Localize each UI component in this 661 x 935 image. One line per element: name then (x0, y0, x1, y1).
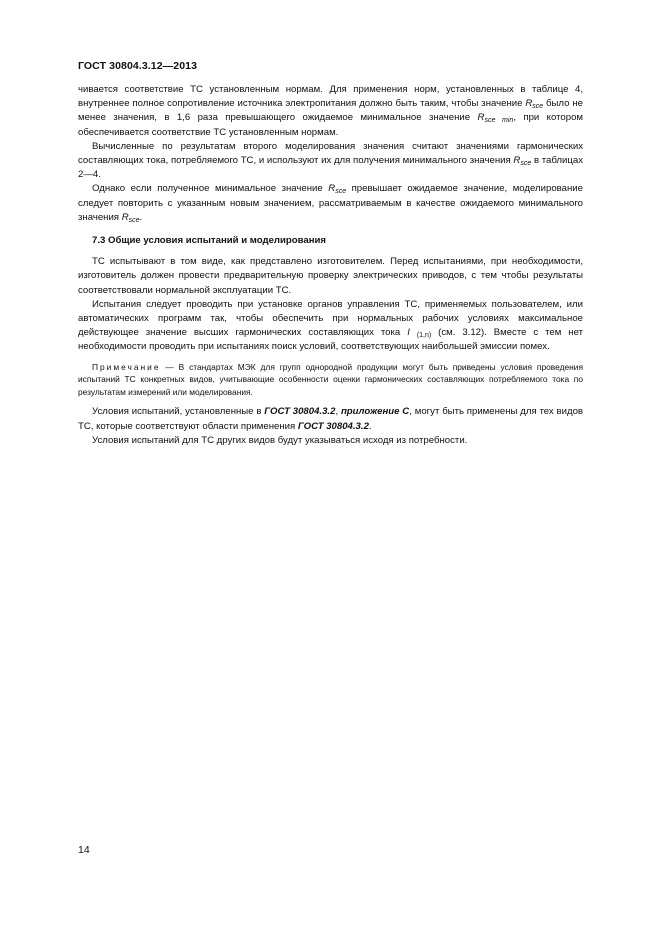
reference-link: приложение С (340, 406, 410, 418)
reference-link: ГОСТ 30804.3.2 (264, 406, 336, 418)
document-header: ГОСТ 30804.3.12—2013 (78, 60, 198, 72)
page-number: 14 (78, 844, 90, 856)
reference-link: ГОСТ 30804.3.2 (297, 420, 369, 432)
paragraph: Условия испытаний для ТС других видов будут указываться исходя из потребности. (92, 434, 468, 446)
paragraph: Испытания следует проводить при установке органов управления ТС, применяемых пользователем, или автоматических программ так, чтобы обеспечить при нормальных рабочих условиях максимальное действующее значение высших гармонических составляющих тока I $_{(1,n)}$ (см. 3.12). Вместе с тем нет необходимости проводить при испытаниях поиск условий, соответствующих наибольшей эмиссии помех. (78, 298, 583, 353)
paragraph: ТС испытывают в том виде, как представлено изготовителем. Перед испытаниями, при необходимости, изготовитель должен провести предварительную проверку электрических приводов, с тем чтобы результаты соответствовали нормальной эксплуатации ТС. (78, 256, 583, 296)
note: Примечание — В стандартах МЭК для групп однородной продукции могут быть приведены условия проведения испытаний ТС конкретных видов, учитывающие особенности оценки гармонических составляющих потребляемого тока по результатам измерений или моделирования. (78, 361, 583, 397)
page-body (78, 83, 583, 448)
paragraph: Условия испытаний, установленные в ГОСТ 30804.3.2, приложение С, могут быть применены для тех видов ТС, которые соответствуют области применения ГОСТ 30804.3.2. (78, 406, 584, 432)
section-heading: 7.3 Общие условия испытаний и моделирования (92, 235, 327, 247)
paragraph: Вычисленные по результатам второго моделирования значения считают значениями гармонических составляющих тока, потребляемого ТС, и используют их для получения минимального значения $R_{sce}$ в таблицах 2—4. (78, 140, 583, 181)
paragraph: Однако если полученное минимальное значение $R_{sce}$ превышает ожидаемое значение, моделирование следует повторить с указанным новым значением, рассматриваемым в качестве ожидаемого минимального значения $R_{sce}$. (78, 183, 583, 224)
note-label: Примечание (92, 361, 161, 372)
paragraph: чивается соответствие ТС установленным нормам. Для применения норм, установленных в таблице 4, внутреннее полное сопротивление источника электропитания должно быть таким, чтобы значение $R_{sce}$ было не менее значения, в 1,6 раза превышающего ожидаемое минимальное значение $R_{sce min}$, при котором обеспечивается соответствие ТС установленным нормам. (78, 84, 583, 138)
